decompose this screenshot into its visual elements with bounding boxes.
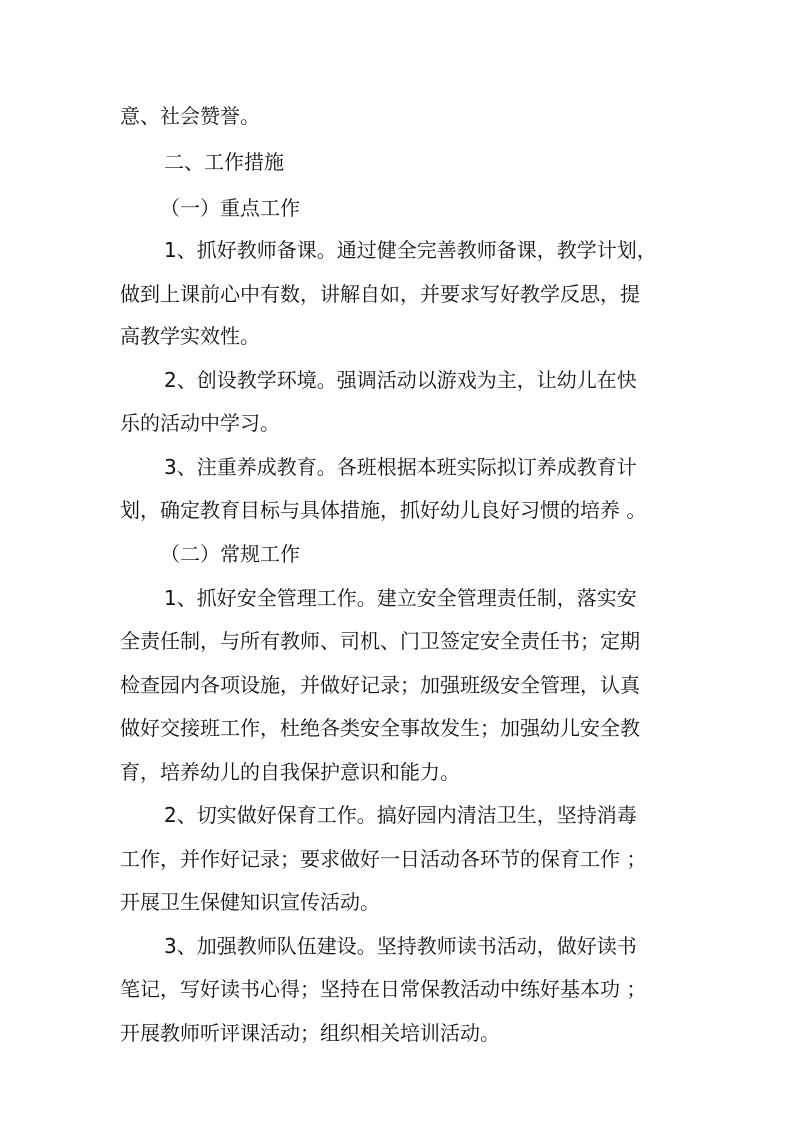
paragraph-line: 2、创设教学环境。强调活动以游戏为主，让幼儿在快 (164, 368, 637, 392)
subsection-heading: （二）常规工作 (160, 542, 300, 566)
paragraph-line: 3、注重养成教育。各班根据本班实际拟订养成教育计 (164, 455, 637, 479)
paragraph-line: 笔记，写好读书心得；坚持在日常保教活动中练好基本功 ； (120, 977, 647, 1001)
subsection-heading: （一）重点工作 (160, 196, 300, 220)
paragraph-line: 开展教师听评课活动；组织相关培训活动。 (120, 1021, 500, 1045)
paragraph-line: 意、社会赞誉。 (120, 104, 260, 128)
paragraph-line: 1、抓好安全管理工作。建立安全管理责任制，落实安 (164, 586, 637, 610)
paragraph-line: 检查园内各项设施，并做好记录；加强班级安全管理，认真 (120, 673, 640, 697)
paragraph-line: 1、抓好教师备课。通过健全完善教师备课，教学计划， (164, 238, 657, 262)
paragraph-line: 乐的活动中学习。 (120, 411, 280, 435)
paragraph-line: 2、切实做好保育工作。搞好园内清洁卫生，坚持消毒 (164, 803, 637, 827)
paragraph-line: 做好交接班工作，杜绝各类安全事故发生；加强幼儿安全教 (120, 716, 640, 740)
paragraph-line: 开展卫生保健知识宣传活动。 (120, 890, 380, 914)
paragraph-line: 育，培养幼儿的自我保护意识和能力。 (120, 760, 460, 784)
paragraph-line: 工作，并作好记录；要求做好一日活动各环节的保育工作 ； (120, 847, 647, 871)
section-heading: 二、工作措施 (164, 150, 284, 174)
paragraph-line: 高教学实效性。 (120, 324, 260, 348)
paragraph-line: 全责任制，与所有教师、司机、门卫签定安全责任书；定期 (120, 629, 640, 653)
paragraph-line: 划，确定教育目标与具体措施，抓好幼儿良好习惯的培养 。 (120, 498, 647, 522)
paragraph-line: 3、加强教师队伍建设。坚持教师读书活动，做好读书 (164, 934, 637, 958)
paragraph-line: 做到上课前心中有数，讲解自如，并要求写好教学反思，提 (120, 282, 640, 306)
